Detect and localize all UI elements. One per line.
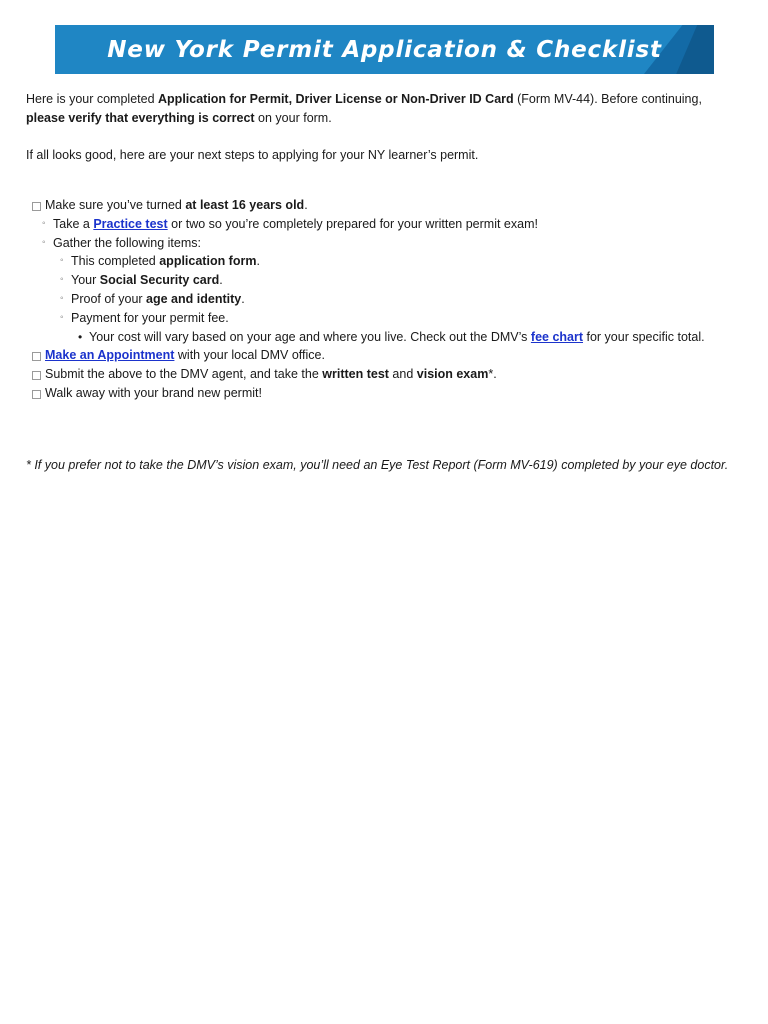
page-title: New York Permit Application & Checklist xyxy=(107,37,662,63)
list-item-cost: • Your cost will vary based on your age and where you live. Check out the DMV’s fee chart for your specific total. xyxy=(26,328,742,347)
list-item-practice-test: ◦ Take a Practice test or two so you’re completely prepared for your written permit exam! xyxy=(26,215,742,234)
form-name: Application for Permit, Driver License or Non-Driver ID Card xyxy=(158,92,514,106)
checklist xyxy=(26,196,742,403)
next-steps-paragraph: If all looks good, here are your next steps to applying for your NY learner’s permit. xyxy=(26,148,479,162)
circle-bullet-icon: ◦ xyxy=(60,292,64,304)
checkbox-icon xyxy=(32,371,41,380)
circle-bullet-icon: ◦ xyxy=(42,236,46,248)
circle-bullet-icon: ◦ xyxy=(60,274,64,286)
title-banner xyxy=(55,25,714,74)
practice-test-link[interactable]: Practice test xyxy=(93,216,168,231)
checklist-item-submit: Submit the above to the DMV agent, and take the written test and vision exam*. xyxy=(26,365,742,384)
list-item-social-security: ◦ Your Social Security card. xyxy=(26,271,742,290)
list-item-application-form: ◦ This completed application form. xyxy=(26,252,742,271)
list-item-payment: ◦ Payment for your permit fee. xyxy=(26,309,742,328)
list-item-gather: ◦ Gather the following items: xyxy=(26,234,742,253)
circle-bullet-icon: ◦ xyxy=(60,255,64,267)
make-appointment-link[interactable]: Make an Appointment xyxy=(45,348,175,363)
checklist-item-age: Make sure you’ve turned at least 16 years old. xyxy=(26,196,742,215)
checkbox-icon xyxy=(32,390,41,399)
circle-bullet-icon: ◦ xyxy=(42,217,46,229)
fee-chart-link[interactable]: fee chart xyxy=(530,329,584,344)
vision-exam-footnote: * If you prefer not to take the DMV’s vision exam, you’ll need an Eye Test Report (Form MV-619) completed by your eye doctor. xyxy=(26,457,729,472)
disc-bullet-icon: • xyxy=(78,329,83,344)
checkbox-icon xyxy=(32,352,41,361)
circle-bullet-icon: ◦ xyxy=(60,311,64,323)
checkbox-icon xyxy=(32,202,41,211)
list-item-proof-of-age: ◦ Proof of your age and identity. xyxy=(26,290,742,309)
verify-emphasis: please verify that everything is correct xyxy=(26,111,255,125)
checklist-item-appointment: Make an Appointment with your local DMV office. xyxy=(26,346,742,365)
checklist-item-walk-away: Walk away with your brand new permit! xyxy=(26,384,742,403)
intro-paragraph: Here is your completed Application for Permit, Driver License or Non-Driver ID Card (Form MV-44). Before continuing, please verify that everything is correct on your form. xyxy=(26,92,702,125)
document-body xyxy=(26,90,742,475)
